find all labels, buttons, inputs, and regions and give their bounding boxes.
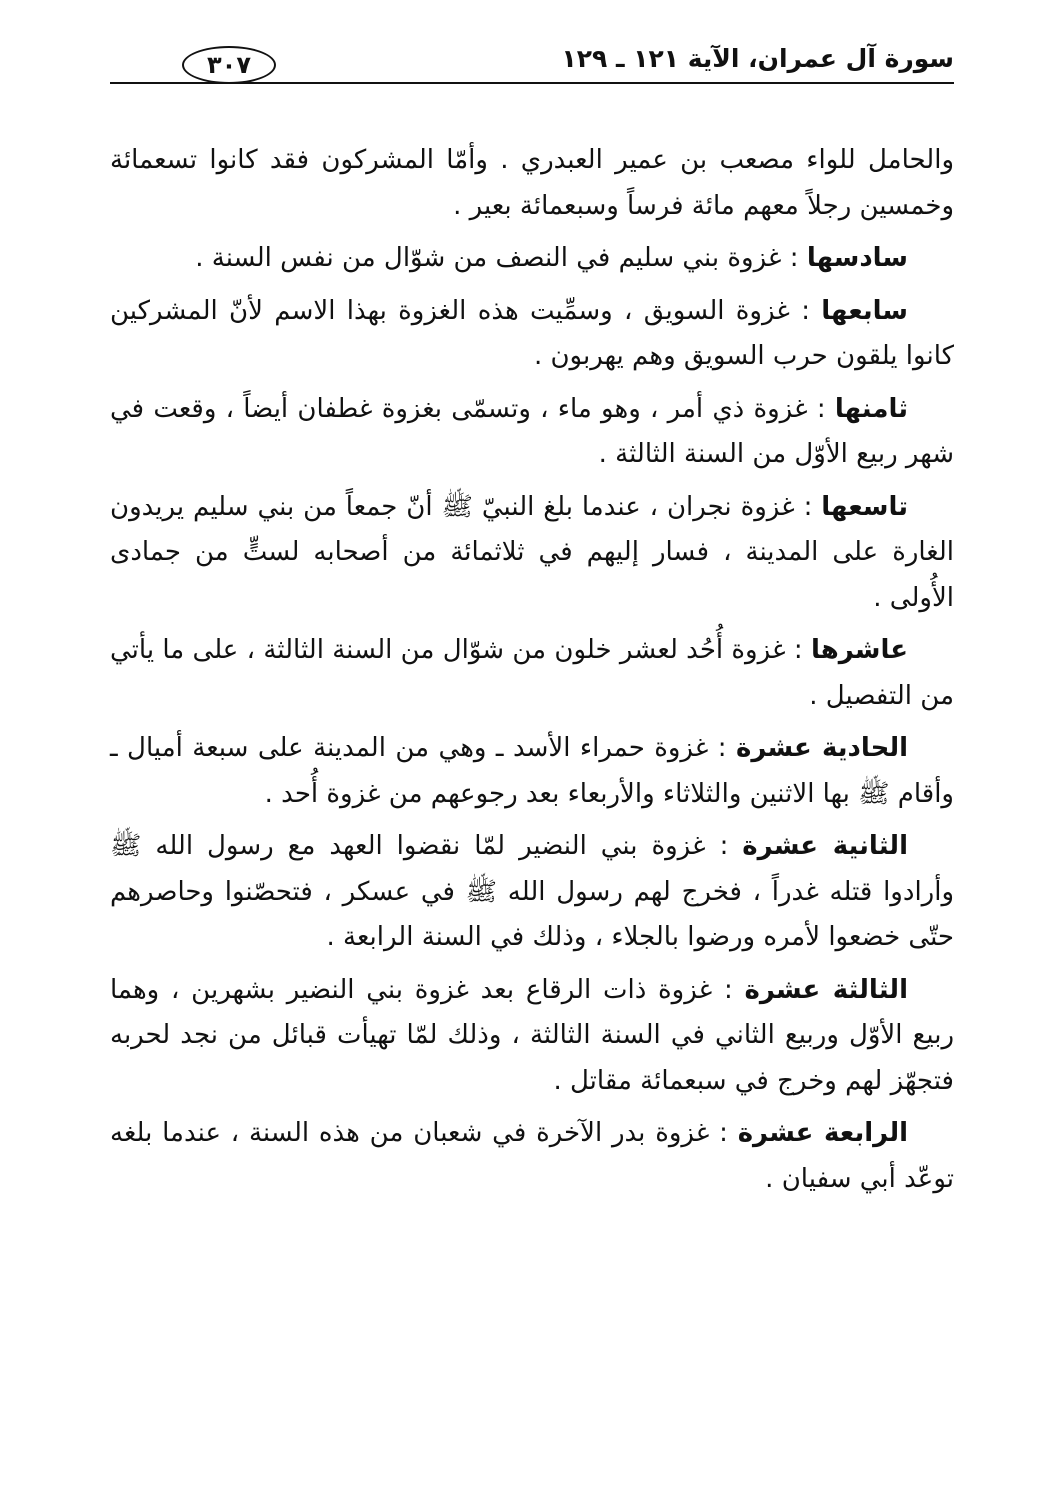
paragraph-keyword: سادسها	[806, 243, 908, 273]
paragraph-text: : غزوة بني سليم في النصف من شوّال من نفس السنة .	[195, 243, 807, 273]
paragraph-keyword: تاسعها	[821, 491, 908, 522]
paragraph-text: : غزوة ذي أمر ، وهو ماء ، وتسمّى بغزوة غطفان أيضاً ، وقعت في شهر ربيع الأوّل من السنة الثالثة .	[110, 393, 954, 469]
paragraph-text: : غزوة السويق ، وسمِّيت هذه الغزوة بهذا الاسم لأنّ المشركين كانوا يلقون حرب السويق وهم يهربون .	[110, 295, 954, 371]
paragraph-text: : غزوة بني النضير لمّا نقضوا العهد مع رسول الله ﷺ وأرادوا قتله غدراً ، فخرج لهم رسول الله ﷺ في عسكر ، فتحصّنوا وحاصرهم حتّى خضعوا لأمره ورضوا بالجلاء ، وذلك في السنة الرابعة .	[110, 831, 954, 952]
paragraph-text: والحامل للواء مصعب بن عمير العبدري . وأمّا المشركون فقد كانوا تسعمائة وخمسين رجلاً معهم مائة فرساً وسبعمائة بعير .	[110, 145, 954, 221]
paragraph-item	[110, 485, 954, 622]
running-header	[110, 38, 954, 86]
paragraph-item	[110, 289, 954, 380]
paragraph-text: : غزوة أُحُد لعشر خلون من شوّال من السنة الثالثة ، على ما يأتي من التفصيل .	[110, 635, 954, 711]
paragraph-text: : غزوة حمراء الأسد ـ وهي من المدينة على سبعة أميال ـ وأقام ﷺ بها الاثنين والثلاثاء والأربعاء بعد رجوعهم من غزوة أُحد .	[110, 733, 954, 809]
paragraph-item	[110, 236, 954, 282]
paragraph-keyword: الثالثة عشرة	[744, 974, 908, 1005]
paragraph-item	[110, 1111, 954, 1202]
paragraph-item	[110, 726, 954, 817]
paragraph-item	[110, 387, 954, 478]
paragraph-keyword: الحادية عشرة	[735, 733, 908, 763]
paragraph-item	[110, 628, 954, 719]
paragraph-text: : غزوة بدر الآخرة في شعبان من هذه السنة ، عندما بلغه توعّد أبي سفيان .	[110, 1118, 954, 1194]
page-number: ٣٠٧	[182, 46, 276, 84]
paragraph-keyword: ثامنها	[834, 393, 908, 424]
paragraph-continuation	[110, 138, 954, 229]
page-body	[110, 138, 954, 1209]
header-rule	[110, 82, 954, 84]
paragraph-keyword: الثانية عشرة	[742, 831, 908, 861]
paragraph-keyword: عاشرها	[810, 635, 908, 665]
paragraph-keyword: سابعها	[821, 295, 908, 326]
paragraph-item	[110, 968, 954, 1105]
header-title: سورة آل عمران، الآية ١٢١ ـ ١٢٩	[561, 44, 954, 73]
paragraph-text: : غزوة ذات الرقاع بعد غزوة بني النضير بشهرين ، وهما ربيع الأوّل وربيع الثاني في السنة الثالثة ، وذلك لمّا تهيأت قبائل من نجد لحربه فتجهّز لهم وخرج في سبعمائة مقاتل .	[110, 974, 954, 1096]
paragraph-text: : غزوة نجران ، عندما بلغ النبيّ ﷺ أنّ جمعاً من بني سليم يريدون الغارة على المدينة ، فسار إليهم في ثلاثمائة من أصحابه لستٍّ من جمادى الأُولى .	[110, 491, 954, 613]
paragraph-item	[110, 824, 954, 961]
paragraph-keyword: الرابعة عشرة	[737, 1118, 908, 1148]
